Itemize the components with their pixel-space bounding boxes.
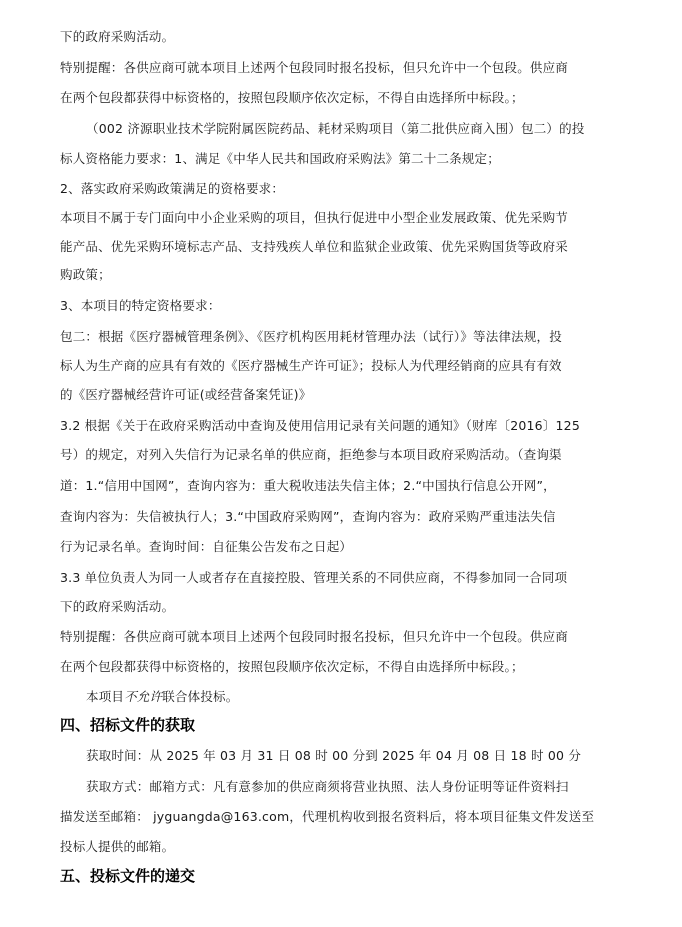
body-line: 3、本项目的特定资格要求：: [60, 298, 221, 313]
body-line: 行为记录名单。查询时间：自征集公告发布之日起）: [60, 539, 353, 554]
body-line: 下的政府采购活动。: [60, 29, 175, 44]
body-line: 在两个包段都获得中标资格的，按照包段顺序依次定标，不得自由选择所中标段。；: [60, 90, 524, 105]
acquisition-method-line: 描发送至邮箱： jyguangda@163.com，代理机构收到报名资料后，将本项目征集文件发送至: [60, 809, 595, 824]
body-line: 道：1.“信用中国网”，查询内容为：重大税收违法失信主体；2.“中国执行信息公开网”，: [60, 478, 556, 493]
body-line: 的《医疗器械经营许可证(或经营备案凭证)》: [60, 387, 312, 402]
body-line: 标人为生产商的应具有有效的《医疗器械生产许可证》；投标人为代理经销商的应具有有效: [60, 358, 562, 373]
body-line: 3.2 根据《关于在政府采购活动中查询及使用信用记录有关问题的通知》（财库〔2016〕125: [60, 418, 580, 433]
section-heading: 五、投标文件的递交: [60, 867, 196, 885]
consortium-prefix: 本项目: [86, 689, 125, 704]
body-line: 3.3 单位负责人为同一人或者存在直接控股、管理关系的不同供应商，不得参加同一合同项: [60, 570, 568, 585]
body-line: 能产品、优先采购环境标志产品、支持残疾人单位和监狱企业政策、优先采购国货等政府采: [60, 239, 569, 254]
body-line: （002 济源职业技术学院附属医院药品、耗材采购项目（第二批供应商入围）包二）的投: [86, 121, 585, 136]
body-line: 标人资格能力要求：1、满足《中华人民共和国政府采购法》第二十二条规定；: [60, 151, 500, 166]
section-heading: 四、招标文件的获取: [60, 716, 196, 734]
consortium-suffix: 联合体投标。: [162, 689, 239, 704]
body-line: 在两个包段都获得中标资格的，按照包段顺序依次定标，不得自由选择所中标段。；: [60, 659, 524, 674]
body-line: 购政策；: [60, 267, 111, 282]
acquisition-time: 获取时间：从 2025 年 03 月 31 日 08 时 00 分到 2025 年 04 月 08 日 18 时 00 分: [86, 748, 582, 763]
body-line: 号）的规定，对列入失信行为记录名单的供应商，拒绝参与本项目政府采购活动。（查询渠: [60, 447, 562, 462]
body-line: 下的政府采购活动。: [60, 599, 175, 614]
body-line: 特别提醒：各供应商可就本项目上述两个包段同时报名投标，但只允许中一个包段。供应商: [60, 629, 569, 644]
acquisition-method-line: 获取方式：邮箱方式：凡有意参加的供应商须将营业执照、法人身份证明等证件资料扫: [86, 779, 569, 794]
body-line: 包二：根据《医疗器械管理条例》、《医疗机构医用耗材管理办法（试行）》等法律法规，投: [60, 329, 562, 344]
acquisition-method-line: 投标人提供的邮箱。: [60, 839, 175, 854]
body-line: 特别提醒：各供应商可就本项目上述两个包段同时报名投标，但只允许中一个包段。供应商: [60, 60, 569, 75]
body-line: 查询内容为：失信被执行人；3.“中国政府采购网”，查询内容为：政府采购严重违法失信: [60, 509, 556, 524]
consortium-line: [86, 688, 238, 706]
body-line: 本项目不属于专门面向中小企业采购的项目，但执行促进中小型企业发展政策、优先采购节: [60, 210, 569, 225]
body-line: 2、落实政府采购政策满足的资格要求：: [60, 181, 285, 196]
consortium-emphasis: 不允许: [124, 689, 163, 704]
